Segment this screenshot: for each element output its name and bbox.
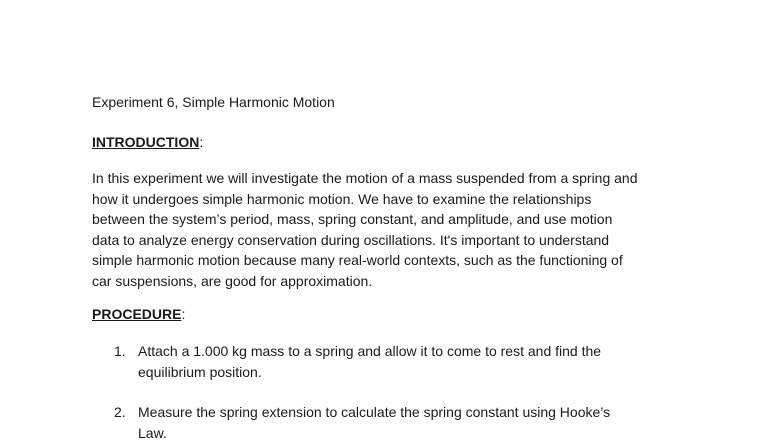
introduction-heading-label: INTRODUCTION [92, 134, 200, 150]
step-text [138, 341, 601, 383]
procedure-heading-label: PROCEDURE [92, 306, 182, 322]
introduction-heading-colon: : [199, 134, 204, 150]
paragraph-line: how it undergoes simple harmonic motion. We have to examine the relationships [92, 190, 592, 207]
step-text [138, 402, 610, 444]
introduction-paragraph [92, 168, 697, 292]
step-line: Attach a 1.000 kg mass to a spring and allow it to come to rest and find the [138, 343, 602, 359]
procedure-heading-colon: : [181, 306, 186, 322]
paragraph-line: between the system’s period, mass, spring constant, and amplitude, and use motion [92, 211, 613, 228]
step-number: 2. [114, 404, 126, 420]
step-line: Law. [138, 425, 167, 441]
paragraph-line: In this experiment we will investigate the motion of a mass suspended from a spring and [92, 170, 638, 186]
paragraph-line: car suspensions, are good for approximation. [92, 272, 373, 289]
step-line: equilibrium position. [138, 364, 262, 380]
paragraph-line: simple harmonic motion because many real-world contexts, such as the functioning of [92, 252, 623, 269]
introduction-heading [92, 133, 203, 151]
document-title: Experiment 6, Simple Harmonic Motion [92, 94, 335, 110]
step-number: 1. [114, 343, 126, 359]
procedure-heading [92, 305, 185, 323]
step-line: Measure the spring extension to calculate the spring constant using Hooke’s [138, 404, 611, 420]
paragraph-line: data to analyze energy conservation during oscillations. It's important to understand [92, 231, 610, 248]
